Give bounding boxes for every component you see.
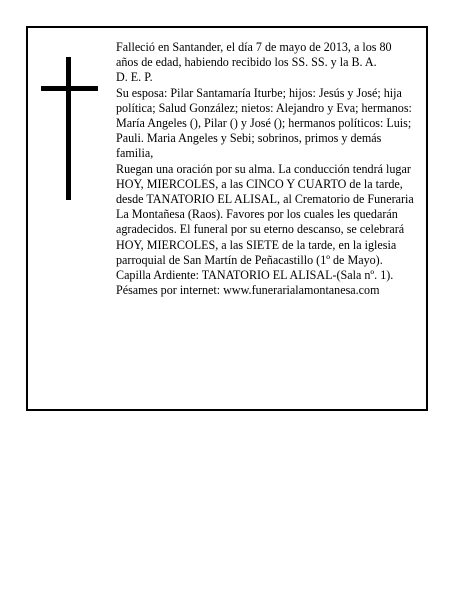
obituary-notice: [26, 26, 428, 411]
condolences-line: Pésames por internet: www.funerarialamontanesa.com: [116, 283, 380, 298]
notice-body: [116, 40, 416, 298]
death-announcement: Falleció en Santander, el día 7 de mayo de 2013, a los 80 años de edad, habiendo recibido los SS. SS. y la B. A.: [116, 40, 392, 70]
cross-vertical-bar: [66, 57, 71, 200]
cross-horizontal-bar: [41, 86, 98, 91]
service-details: Ruegan una oración por su alma. La conducción tendrá lugar HOY, MIERCOLES, a las CINCO Y CUARTO de la tarde, desde TANATORIO EL ALISAL, al Crematorio de Funeraria La Montañesa (Raos). Favores por los cuales les quedarán agradecidos. El funeral por su eterno descanso, se celebrará HOY, MIERCOLES, a las SIETE de la tarde, en la iglesia parroquial de San Martín de Peñacastillo (1º de Mayo). Capilla Ardiente: TANATORIO EL ALISAL-(Sala nº. 1).: [116, 161, 414, 283]
rip-line: D. E. P.: [116, 70, 153, 85]
cross-icon: [41, 57, 98, 200]
family-list: Su esposa: Pilar Santamaría Iturbe; hijos: Jesús y José; hija política; Salud González; nietos: Alejandro y Eva; hermanos: María Angeles (), Pilar () y José (); hermanos políticos: Luis; Pauli. Maria Angeles y Sebi; sobrinos, primos y demás familia,: [116, 85, 412, 161]
